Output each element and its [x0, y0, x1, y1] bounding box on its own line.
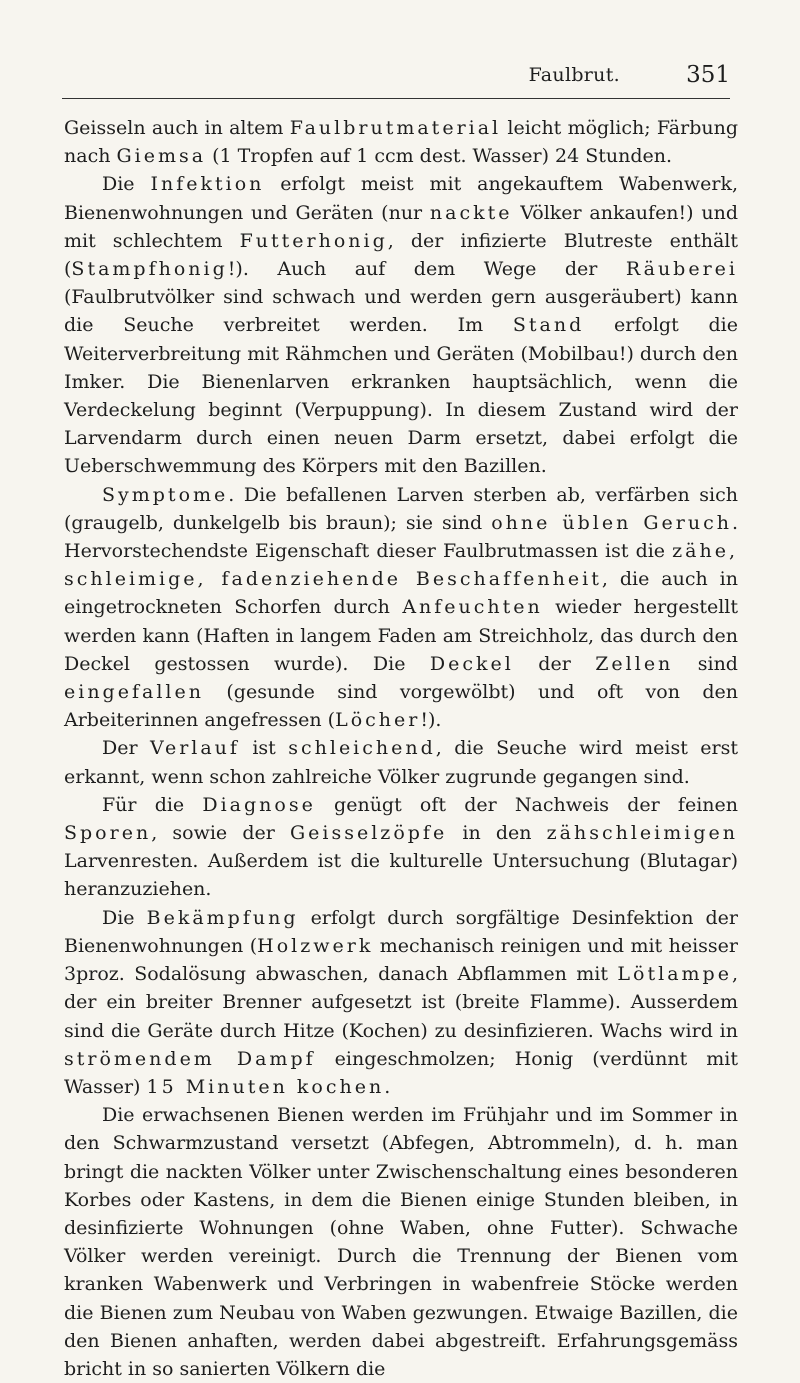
- emphasized-text: Symptome: [102, 483, 229, 506]
- emphasized-text: nackte: [429, 201, 513, 224]
- emphasized-text: Faulbrutmaterial: [289, 117, 502, 139]
- text-run: eingeschmolzen; Honig (verdünnt mit Wasser): [64, 1047, 738, 1098]
- emphasized-text: Lötlampe: [617, 963, 732, 986]
- emphasized-text: eingefallen: [64, 681, 204, 704]
- emphasized-text: Geisselzöpfe: [289, 822, 448, 845]
- paragraph: [64, 114, 738, 170]
- emphasized-text: Infektion: [150, 173, 265, 196]
- text-run: genügt oft der Nachweis der feinen: [315, 793, 738, 816]
- text-run: Völker ankaufen!) und mit schlechtem: [64, 201, 738, 252]
- emphasized-text: Bekämpfung: [146, 906, 299, 929]
- emphasized-text: Zellen: [595, 652, 674, 675]
- text-run: . Hervorstechendste Eigenschaft dieser Faulbrutmassen ist die: [64, 511, 738, 563]
- emphasized-text: ohne üblen Geruch: [491, 511, 732, 534]
- text-run: !). Auch auf dem Wege der: [227, 258, 626, 281]
- text-run: der: [513, 652, 596, 675]
- text-run: .: [384, 1075, 391, 1098]
- emphasized-text: Anfeuchten: [402, 596, 543, 619]
- emphasized-text: Löcher: [335, 709, 421, 732]
- emphasized-text: zähe, schleimige, fadenziehende Beschaffenheit: [64, 540, 738, 591]
- text-run: leicht möglich; Färbung nach: [64, 117, 738, 168]
- emphasized-text: Giemsa: [116, 145, 207, 168]
- emphasized-text: strömendem Dampf: [64, 1047, 316, 1070]
- emphasized-text: Diagnose: [202, 793, 316, 816]
- text-run: sind: [673, 652, 738, 675]
- text-run: , der infizierte Blutreste enthält (: [64, 229, 739, 281]
- text-run: . Die befallenen Larven sterben ab, verfärben sich (graugelb, dunkelgelb bis braun); sie sind: [64, 483, 738, 534]
- emphasized-text: schleichend: [288, 737, 436, 760]
- emphasized-text: Futterhonig: [239, 229, 388, 252]
- text-run: (Faulbrutvölker sind schwach und werden gern ausgeräubert) kann die Seuche verbreitet werden. Im: [64, 286, 738, 337]
- text-run: wieder hergestellt werden kann (Haften in langem Faden am Streichholz, das durch den Deckel gestossen wurde). Die: [64, 596, 739, 675]
- emphasized-text: Holzwerk: [257, 934, 374, 957]
- text-run: , die Seuche wird meist erst erkannt, wenn schon zahlreiche Völker zugrunde gegangen sind.: [64, 737, 738, 788]
- text-run: , der ein breiter Brenner aufgesetzt ist (breite Flamme). Ausserdem sind die Geräte durch Hitze (Kochen) zu desinfizieren. Wachs wird in: [64, 963, 738, 1042]
- text-run: ist: [239, 737, 289, 760]
- text-run: mechanisch reinigen und mit heisser 3proz. Sodalösung abwaschen, danach Abflammen mit: [64, 934, 739, 986]
- emphasized-text: 15 Minuten kochen: [146, 1075, 385, 1098]
- running-head: [62, 62, 730, 99]
- paragraph: [64, 734, 738, 790]
- text-run: Für die: [102, 793, 203, 816]
- emphasized-text: Verlauf: [149, 737, 240, 760]
- emphasized-text: Stampfhonig: [71, 258, 228, 281]
- text-run: in den: [447, 822, 547, 845]
- emphasized-text: Sporen: [64, 822, 152, 845]
- text-run: (1 Tropfen auf 1 ccm dest. Wasser) 24 Stunden.: [206, 145, 673, 168]
- paragraph: [64, 170, 738, 480]
- paragraph: [64, 904, 738, 1101]
- page-number: 351: [686, 62, 730, 88]
- emphasized-text: Stand: [512, 314, 585, 337]
- text-run: Die erwachsenen Bienen werden im Frühjahr und im Sommer in den Schwarmzustand versetzt (Abfegen, Abtrommeln), d. h. man bringt die nackten Völker unter Zwischenschaltung eines besonderen Korbes oder Kastens, in dem die Bienen einige Stunden bleiben, in desinfizierte Wohnungen (ohne Waben, ohne Futter). Schwache Völker werden vereinigt. Durch die Trennung der Bienen vom kranken Wabenwerk und Verbringen in wabenfreie Stöcke werden die Bienen zum Neubau von Waben gezwungen. Etwaige Bazillen, die den Bienen anhaften, werden dabei abgestreift. Erfahrungsgemäss bricht in so sanierten Völkern die: [64, 1104, 738, 1380]
- paragraph: [64, 791, 738, 904]
- text-run: Der: [102, 737, 150, 760]
- emphasized-text: Räuberei: [625, 258, 738, 281]
- text-run: Die: [102, 173, 151, 196]
- paragraph: [64, 1101, 738, 1383]
- text-run: erfolgt durch sorgfältige Desinfektion der Bienenwohnungen (: [64, 906, 738, 957]
- text-run: Die: [102, 906, 147, 929]
- text-run: Larvenresten. Außerdem ist die kulturelle Untersuchung (Blutagar) heranzuziehen.: [64, 850, 738, 901]
- text-run: (gesunde sind vorgewölbt) und oft von den Arbeiterinnen angefressen (: [64, 681, 738, 732]
- emphasized-text: Deckel: [429, 652, 514, 675]
- text-run: erfolgt meist mit angekauftem Wabenwerk, Bienenwohnungen und Geräten (nur: [64, 173, 739, 224]
- text-run: !).: [420, 709, 442, 732]
- paragraph: [64, 481, 738, 735]
- text-run: erfolgt die Weiterverbreitung mit Rähmchen und Geräten (Mobilbau!) durch den Imker. Die Bienenlarven erkranken hauptsächlich, wenn die Verdeckelung beginnt (Verpuppung). In diesem Zustand wird der Larvendarm durch einen neuen Darm ersetzt, dabei erfolgt die Ueberschwemmung des Körpers mit den Bazillen.: [64, 314, 738, 478]
- running-title: Faulbrut.: [528, 64, 620, 86]
- body-text: [64, 114, 738, 1383]
- text-run: , die auch in eingetrockneten Schorfen durch: [64, 568, 738, 619]
- emphasized-text: zähschleimigen: [546, 822, 738, 845]
- text-run: Geisseln auch in altem: [64, 117, 290, 139]
- text-run: , sowie der: [151, 822, 290, 845]
